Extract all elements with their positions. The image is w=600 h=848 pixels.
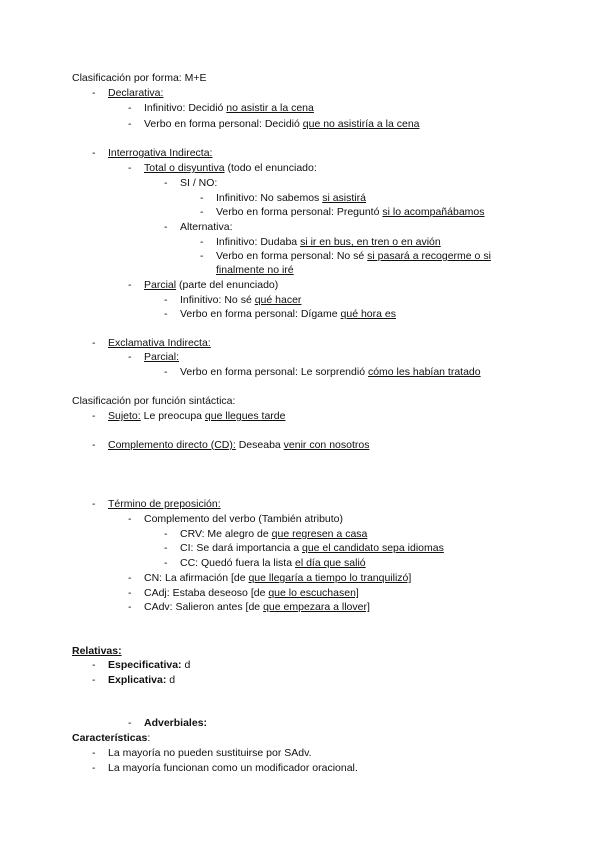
termino-label: Término de preposición:	[108, 498, 221, 510]
alternativa-label: Alternativa:	[180, 221, 233, 233]
bullet: -	[92, 674, 96, 686]
bullet: -	[92, 147, 96, 159]
sujeto: Sujeto: Le preocupa que llegues tarde	[108, 410, 286, 422]
bullet: -	[128, 118, 132, 130]
total-disyuntiva: Total o disyuntiva (todo el enunciado:	[144, 162, 317, 174]
especificativa: Especificativa: d	[108, 659, 191, 671]
declarativa-label: Declarativa:	[108, 87, 164, 99]
relativas-heading: Relativas:	[72, 645, 122, 657]
bullet: -	[128, 601, 132, 613]
bullet: -	[92, 747, 96, 759]
explicativa: Explicativa: d	[108, 674, 176, 686]
bullet: -	[128, 572, 132, 584]
alt-personal: Verbo en forma personal: No sé si pasará a recogerme o si	[216, 250, 491, 262]
bullet: -	[200, 206, 204, 218]
ci: CI: Se dará importancia a que el candidato sepa idiomas	[180, 542, 444, 554]
bullet: -	[164, 366, 168, 378]
crv: CRV: Me alegro de que regresen a casa	[180, 528, 368, 540]
complemento-verbo: Complemento del verbo (También atributo)	[144, 513, 344, 525]
interrogativa-label: Interrogativa Indirecta:	[108, 147, 213, 159]
caracteristica-1: La mayoría no pueden sustituirse por SAdv.	[108, 747, 312, 759]
bullet: -	[200, 250, 204, 262]
bullet: -	[200, 236, 204, 248]
excl-parcial-label: Parcial:	[144, 351, 180, 363]
decl-infinitivo: Infinitivo: Decidió no asistir a la cena	[144, 102, 314, 114]
heading-funcion: Clasificación por función sintáctica:	[72, 395, 236, 407]
exclamativa-label: Exclamativa Indirecta:	[108, 337, 211, 349]
bullet: -	[92, 87, 96, 99]
bullet: -	[164, 542, 168, 554]
bullet: -	[92, 439, 96, 451]
parcial-personal: Verbo en forma personal: Dígame qué hora es	[180, 308, 396, 320]
alt-infinitivo: Infinitivo: Dudaba si ir en bus, en tren o en avión	[216, 236, 441, 248]
alt-personal-cont: finalmente no iré	[216, 264, 294, 276]
bullet: -	[128, 717, 132, 729]
caracteristica-2: La mayoría funcionan como un modificador oracional.	[108, 762, 358, 774]
bullet: -	[164, 177, 168, 189]
heading-forma: Clasificación por forma: M+E	[72, 72, 207, 84]
cc: CC: Quedó fuera la lista el día que salió	[180, 557, 366, 569]
bullet: -	[92, 762, 96, 774]
bullet: -	[128, 102, 132, 114]
sino-infinitivo: Infinitivo: No sabemos si asistirá	[216, 192, 366, 204]
decl-personal: Verbo en forma personal: Decidió que no asistiría a la cena	[144, 118, 420, 130]
complemento-directo: Complemento directo (CD): Deseaba venir con nosotros	[108, 439, 370, 451]
excl-personal: Verbo en forma personal: Le sorprendió cómo les habían tratado	[180, 366, 481, 378]
bullet: -	[92, 498, 96, 510]
bullet: -	[128, 162, 132, 174]
bullet: -	[128, 587, 132, 599]
bullet: -	[128, 513, 132, 525]
cn: CN: La afirmación [de que llegaría a tiempo lo tranquilizó]	[144, 572, 412, 584]
bullet: -	[128, 351, 132, 363]
cadj: CAdj: Estaba deseoso [de que lo escuchasen]	[144, 587, 359, 599]
parcial-infinitivo: Infinitivo: No sé qué hacer	[180, 294, 302, 306]
bullet: -	[164, 221, 168, 233]
bullet: -	[92, 410, 96, 422]
caracteristicas-heading: Características:	[72, 732, 151, 744]
bullet: -	[164, 528, 168, 540]
parcial-interrog: Parcial (parte del enunciado)	[144, 279, 279, 291]
bullet: -	[164, 308, 168, 320]
bullet: -	[200, 192, 204, 204]
bullet: -	[92, 337, 96, 349]
bullet: -	[164, 294, 168, 306]
bullet: -	[128, 279, 132, 291]
bullet: -	[92, 659, 96, 671]
cadv: CAdv: Salieron antes [de que empezara a llover]	[144, 601, 370, 613]
bullet: -	[164, 557, 168, 569]
si-no-label: SI / NO:	[180, 177, 218, 189]
adverbiales-label: Adverbiales:	[144, 717, 208, 729]
sino-personal: Verbo en forma personal: Preguntó si lo acompañábamos	[216, 206, 485, 218]
